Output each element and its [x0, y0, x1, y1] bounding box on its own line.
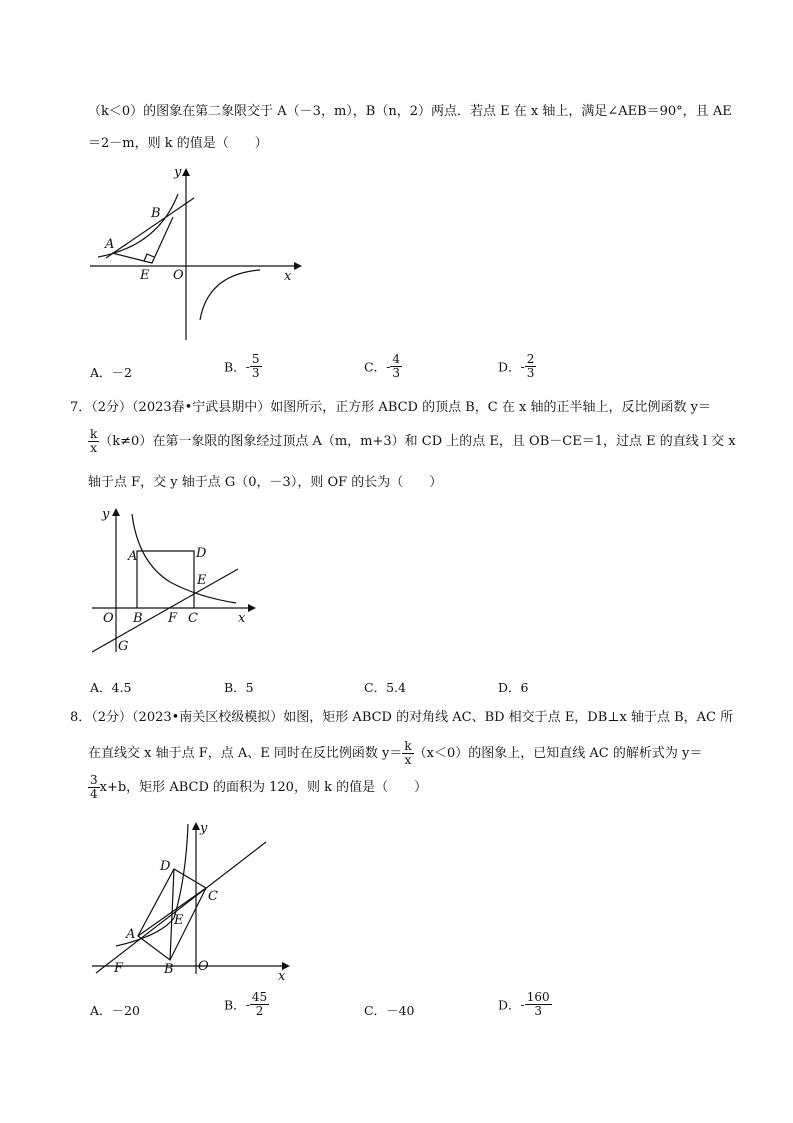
q8-option-c-letter: C．	[364, 1003, 387, 1018]
q8-option-b-letter: B．	[224, 997, 246, 1013]
q6-text-line1: （k＜0）的图象在第二象限交于 A（－3，m），B（n，2）两点．若点 E 在 x 轴上，满足∠AEB＝90°，且 AE	[88, 104, 732, 119]
q8-option-d-letter: D．	[498, 997, 521, 1013]
q6-x-arrow	[294, 262, 302, 270]
q8-option-b[interactable]	[224, 991, 269, 1018]
q7-frac-den: x	[90, 441, 98, 455]
q8-text-line3-rest: x+b，矩形 ABCD 的面积为 120，则 k 的值是（ ）	[99, 780, 428, 795]
q8-label-y: y	[200, 821, 208, 836]
q8-option-a[interactable]	[90, 1001, 140, 1019]
q8-label-b: B	[164, 962, 174, 977]
q7-text-line3: 轴于点 F，交 y 轴于点 G（0，－3），则 OF 的长为（ ）	[88, 475, 443, 490]
q6-option-d-num: 2	[526, 352, 535, 366]
q7-figure	[88, 502, 258, 662]
q6-option-b-sign: -	[245, 359, 250, 374]
q7-x-arrow	[248, 604, 256, 612]
q6-option-a-letter: A．	[90, 365, 112, 380]
q6-option-c[interactable]	[364, 353, 402, 380]
q6-label-x: x	[284, 269, 292, 284]
q6-option-b-den: 3	[251, 366, 260, 380]
q6-label-o: O	[173, 268, 184, 283]
q6-text-line2: ＝2－m，则 k 的值是（ ）	[88, 136, 268, 151]
q7-option-a[interactable]: A．4.5	[90, 680, 132, 695]
q8-slope-fraction	[88, 774, 100, 801]
q7-hyperbola	[132, 514, 236, 603]
q6-option-a[interactable]	[90, 363, 132, 381]
q6-option-c-fraction	[390, 353, 402, 380]
q6-label-y: y	[174, 165, 182, 180]
q7-label-a: A	[128, 549, 138, 564]
q8-text-line2	[88, 740, 702, 767]
q8-frac-num: k	[404, 739, 412, 753]
q8-label-o: O	[198, 959, 209, 974]
q8-label-e: E	[174, 913, 184, 928]
q8-line-ac	[96, 842, 266, 973]
q8-option-c[interactable]	[364, 1001, 414, 1019]
q6-label-b: B	[151, 206, 161, 221]
q7-inline-fraction	[88, 428, 99, 455]
q8-option-d-fraction	[525, 991, 552, 1018]
q8-option-d-sign: -	[520, 997, 525, 1012]
q6-option-d-sign: -	[520, 359, 525, 374]
q7-label-c: C	[188, 611, 198, 626]
q8-slope-den: 4	[90, 787, 98, 801]
q7-text-line1: 7．（2分）（2023春•宁武县期中）如图所示，正方形 ABCD 的顶点 B，C 在 x 轴的正半轴上，反比例函数 y＝	[70, 400, 711, 415]
q8-frac-den: x	[404, 753, 412, 767]
q8-option-b-num: 45	[251, 990, 268, 1004]
q8-option-d[interactable]	[498, 991, 552, 1018]
q7-option-c[interactable]: C．5.4	[364, 680, 406, 695]
q8-option-a-letter: A．	[90, 1003, 112, 1018]
q7-option-b[interactable]: B．5	[224, 680, 254, 695]
q7-line-l	[92, 569, 238, 652]
q6-option-d-letter: D．	[498, 359, 521, 375]
q6-right-angle-mark	[144, 254, 154, 261]
q8-label-f: F	[114, 961, 124, 976]
q8-label-x: x	[278, 969, 286, 984]
q8-figure	[90, 818, 290, 984]
q8-slope-num: 3	[90, 773, 98, 787]
q8-option-b-den: 2	[255, 1004, 264, 1018]
q7-text-line2	[88, 428, 736, 455]
q6-option-b-num: 5	[251, 352, 260, 366]
q6-figure	[88, 162, 308, 344]
q6-option-c-den: 3	[392, 366, 400, 380]
q6-option-a-value: －2	[111, 365, 132, 380]
q8-text-line1: 8．（2分）（2023•南关区校级模拟）如图，矩形 ABCD 的对角线 AC、BD 相交于点 E，DB⊥x 轴于点 B，AC 所	[70, 710, 734, 725]
q6-option-d-fraction	[525, 353, 537, 380]
q7-label-e: E	[197, 573, 207, 588]
q8-text-line2-pre: 在直线交 x 轴于点 F，点 A、E 同时在反比例函数 y＝	[88, 746, 403, 761]
q7-label-f: F	[168, 611, 178, 626]
q6-y-arrow	[182, 168, 190, 176]
q6-option-c-num: 4	[392, 352, 400, 366]
q6-label-a: A	[105, 237, 115, 252]
q7-frac-num: k	[90, 427, 98, 441]
q6-hyperbola-branch-4	[200, 270, 260, 320]
q8-label-c: C	[208, 889, 218, 904]
q6-option-b-letter: B．	[224, 359, 246, 375]
q7-label-o: O	[103, 611, 114, 626]
q6-option-b-fraction	[250, 353, 262, 380]
q6-option-b[interactable]	[224, 353, 262, 380]
q6-option-c-letter: C．	[364, 359, 387, 375]
q6-option-c-sign: -	[386, 359, 391, 374]
q7-text-line2-rest: （k≠0）在第一象限的图象经过顶点 A（m，m+3）和 CD 上的点 E，且 OB－CE＝1，过点 E 的直线 l 交 x	[99, 434, 736, 449]
q8-option-d-num: 160	[526, 990, 550, 1004]
q7-label-b: B	[133, 611, 143, 626]
q8-label-a: A	[126, 927, 136, 942]
q8-option-b-fraction	[250, 991, 269, 1018]
q7-label-g: G	[118, 639, 129, 654]
q7-label-x: x	[238, 611, 246, 626]
q6-option-d-den: 3	[526, 366, 535, 380]
q6-label-e: E	[140, 268, 150, 283]
q7-y-arrow	[112, 508, 120, 516]
q6-line-ab	[106, 198, 194, 258]
q8-option-c-value: －40	[386, 1003, 415, 1018]
q8-inline-fraction	[402, 740, 413, 767]
q8-option-a-value: －20	[111, 1003, 140, 1018]
q8-option-b-sign: -	[245, 997, 250, 1012]
q8-text-line2-post: （x＜0）的图象上，已知直线 AC 的解析式为 y＝	[413, 746, 703, 761]
q8-y-arrow	[192, 822, 200, 830]
q7-label-d: D	[196, 546, 207, 561]
q8-label-d: D	[160, 859, 171, 874]
q6-option-d[interactable]	[498, 353, 536, 380]
q8-option-d-den: 3	[534, 1004, 543, 1018]
q7-option-d[interactable]: D．6	[498, 680, 529, 695]
q8-text-line3	[88, 774, 427, 801]
q7-label-y: y	[102, 507, 110, 522]
